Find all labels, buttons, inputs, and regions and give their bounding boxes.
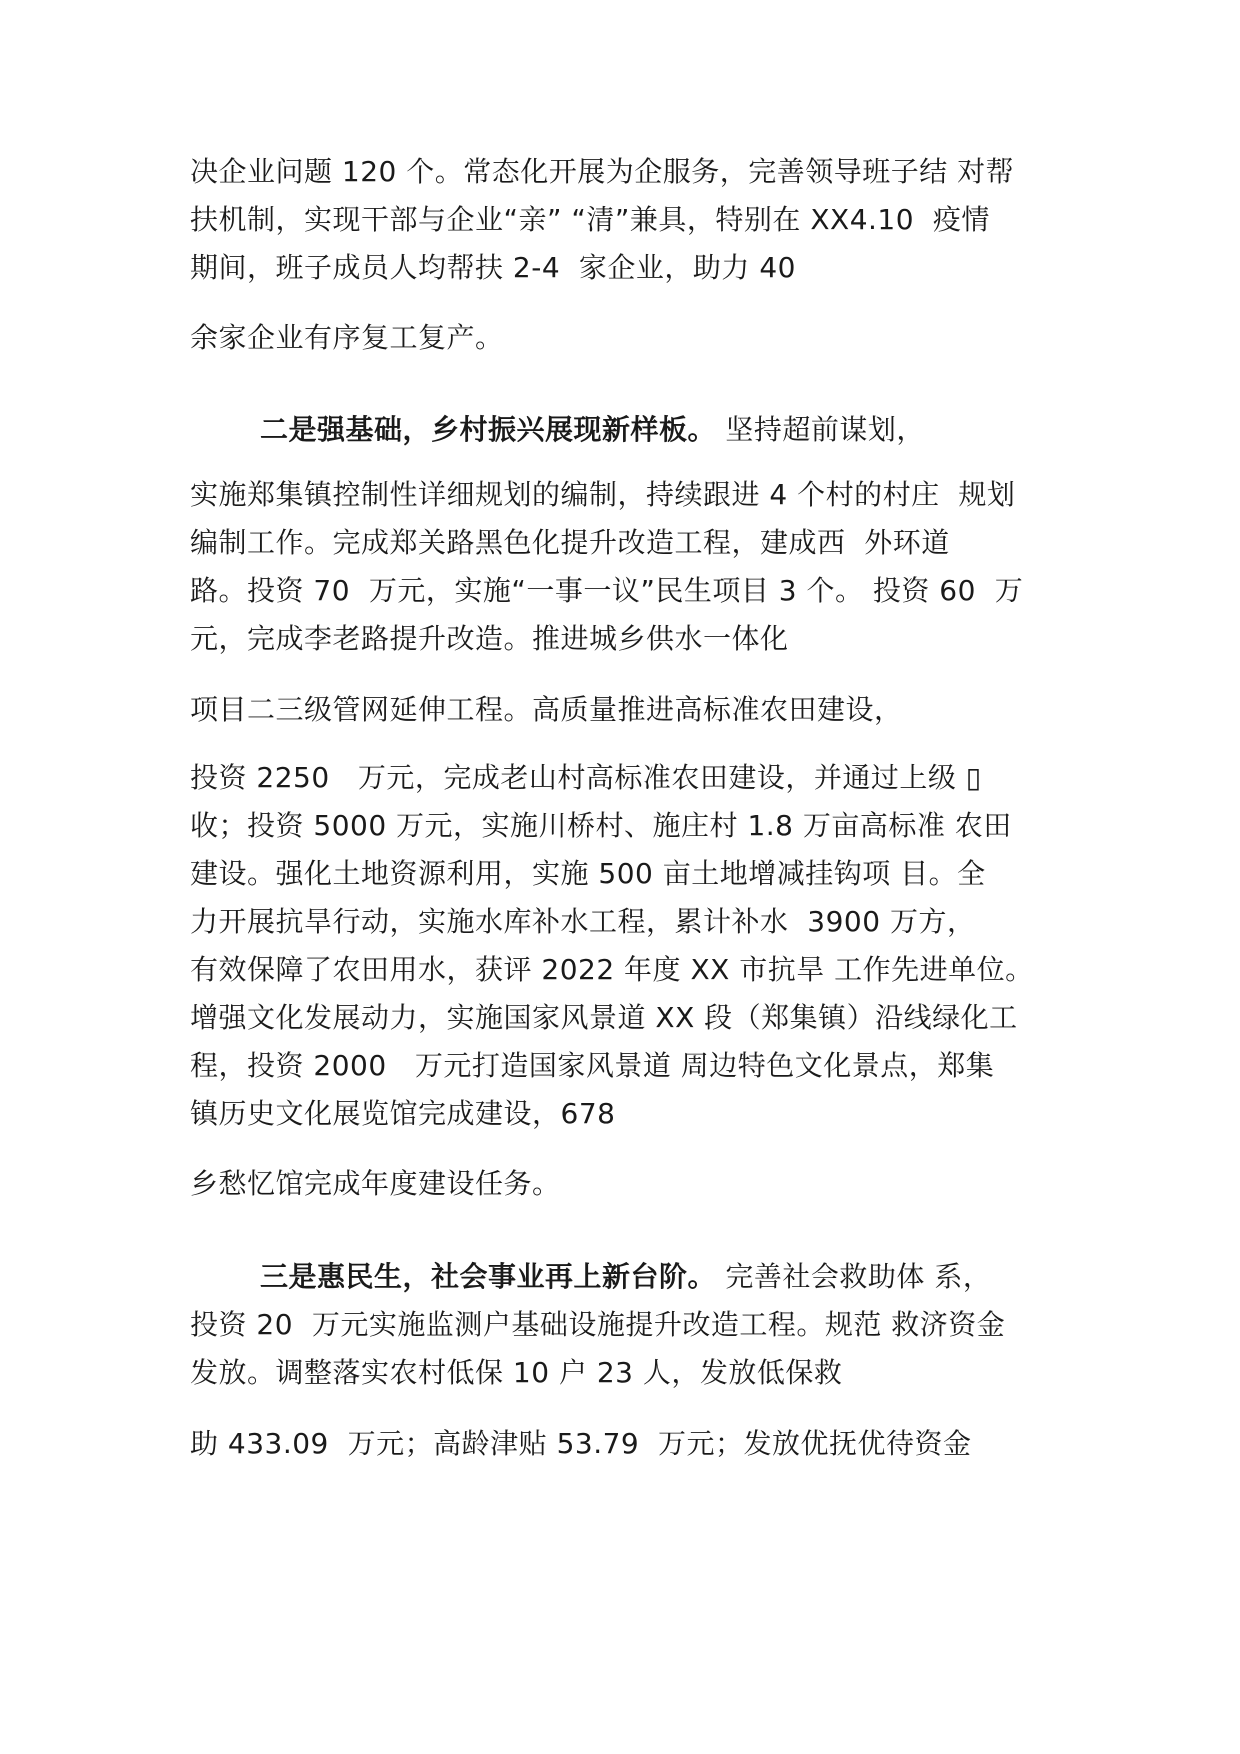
paragraph-line: 镇历史文化展览馆完成建设，678	[190, 1097, 616, 1130]
section-heading: 三是惠民生，社会事业再上新台阶。	[260, 1260, 717, 1293]
section-heading-line	[260, 410, 925, 450]
paragraph-line: 扶机制，实现干部与企业“亲” “清”兼具，特别在 XX4.10 疫情	[190, 203, 990, 236]
section-lead-text: 完善社会救助体 系，	[716, 1260, 992, 1293]
section-heading: 二是强基础，乡村振兴展现新样板。	[260, 413, 717, 446]
paragraph-line: 期间，班子成员人均帮扶 2-4 家企业，助力 40	[190, 251, 796, 284]
paragraph-line: 收；投资 5000 万元，实施川桥村、施庄村 1.8 万亩高标准 农田	[190, 809, 1012, 842]
paragraph-line: 投资 2250 万元，完成老山村高标准农田建设，并通过上级 ▯	[190, 761, 982, 794]
paragraph-line: 余家企业有序复工复产。	[190, 321, 504, 354]
paragraph-line: 路。投资 70 万元，实施“一事一议”民生项目 3 个。 投资 60 万	[190, 574, 1024, 607]
paragraph-line: 程，投资 2000 万元打造国家风景道 周边特色文化景点，郑集	[190, 1049, 995, 1082]
section-lead-text: 坚持超前谋划，	[716, 413, 925, 446]
paragraph-line: 编制工作。完成郑关路黑色化提升改造工程，建成西 外环道	[190, 526, 950, 559]
paragraph-line: 增强文化发展动力，实施国家风景道 XX 段（郑集镇）沿线绿化工	[190, 1001, 1018, 1034]
paragraph-line: 乡愁忆馆完成年度建设任务。	[190, 1167, 561, 1200]
paragraph-line: 力开展抗旱行动，实施水库补水工程，累计补水 3900 万方，	[190, 905, 976, 938]
paragraph-line: 投资 20 万元实施监测户基础设施提升改造工程。规范 救济资金	[190, 1308, 1006, 1341]
paragraph-line: 决企业问题 120 个。常态化开展为企服务，完善领导班子结 对帮	[190, 155, 1015, 188]
paragraph-line: 建设。强化土地资源利用，实施 500 亩土地增减挂钩项 目。全	[190, 857, 986, 890]
paragraph-line: 助 433.09 万元；高龄津贴 53.79 万元；发放优抚优待资金	[190, 1427, 972, 1460]
paragraph-line: 元，完成李老路提升改造。推进城乡供水一体化	[190, 622, 789, 655]
paragraph-line: 有效保障了农田用水，获评 2022 年度 XX 市抗旱 工作先进单位。	[190, 953, 1034, 986]
paragraph-line: 项目二三级管网延伸工程。高质量推进高标准农田建设，	[190, 693, 903, 726]
paragraph-line: 实施郑集镇控制性详细规划的编制，持续跟进 4 个村的村庄 规划	[190, 478, 1016, 511]
section-heading-line	[260, 1257, 991, 1297]
paragraph-line: 发放。调整落实农村低保 10 户 23 人，发放低保救	[190, 1356, 843, 1389]
